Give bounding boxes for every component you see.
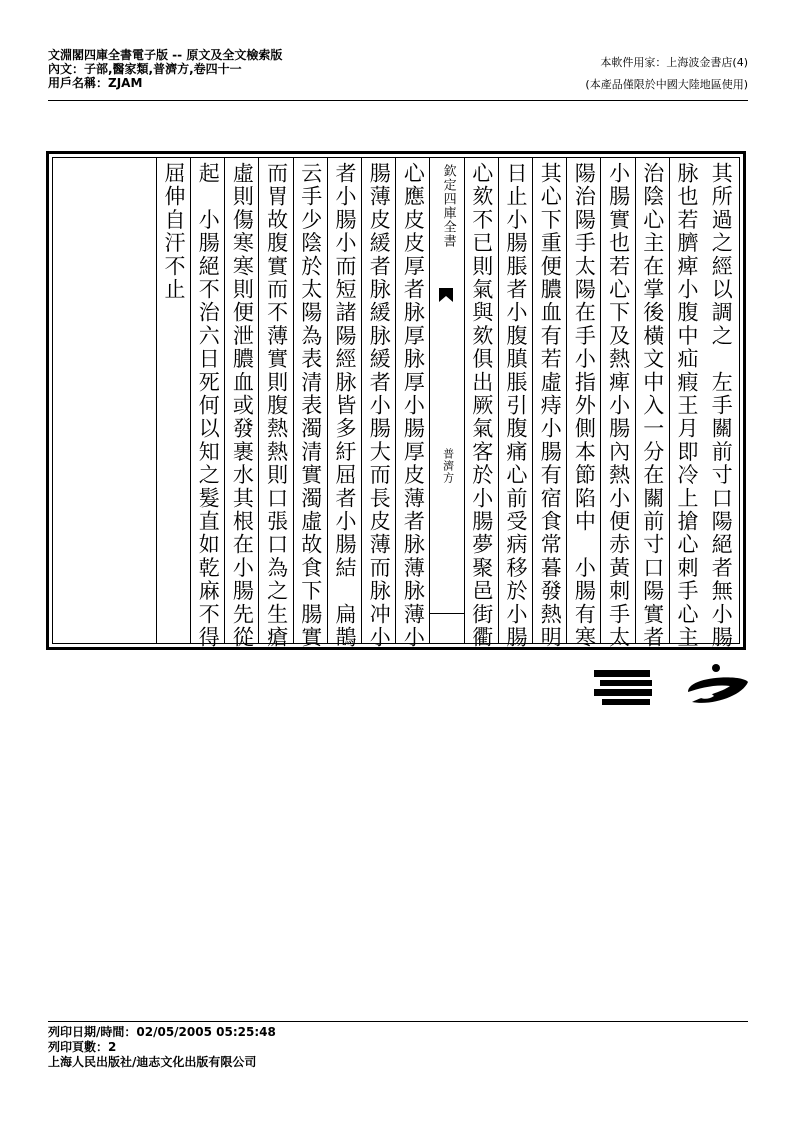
column-text: 脉也若臍痺小腹中疝瘕王月即冷上搶心刺手心主 bbox=[674, 162, 699, 650]
text-column bbox=[669, 158, 703, 650]
text-column bbox=[703, 158, 737, 650]
header-content-path: 內文：子部,醫家類,普濟方,卷四十一 bbox=[48, 62, 242, 76]
text-column bbox=[532, 158, 566, 650]
text-column bbox=[190, 158, 224, 650]
fishtail-mark-icon bbox=[439, 288, 453, 302]
text-column bbox=[361, 158, 395, 650]
text-column bbox=[156, 158, 190, 643]
footer-divider bbox=[48, 1021, 748, 1022]
header-divider bbox=[48, 100, 748, 101]
column-text: 云手少陰於太陽為表清表濁清實濁虛故食下腸實 bbox=[298, 162, 323, 650]
text-column bbox=[464, 158, 498, 650]
publisher-line: 上海人民出版社/迪志文化出版有限公司 bbox=[48, 1055, 257, 1069]
text-column bbox=[258, 158, 292, 650]
column-text: 而胃故腹實而不薄實則腹熱熱則口張口為之生瘡 bbox=[264, 162, 289, 650]
print-page-count: 列印頁數：2 bbox=[48, 1040, 117, 1054]
column-text: 心欬不已則氣與欬俱出厥氣客於小腸夢聚邑街衢 bbox=[469, 162, 494, 650]
column-text: 起 小腸絕不治六日死何以知之髮直如乾麻不得 bbox=[196, 162, 221, 650]
column-text: 者小腸小而短諸陽經脉皆多紆屈者小腸結 扁鵲 bbox=[332, 162, 357, 650]
column-text: 日止小腸脹者小腹䐜脹引腹痛心前受病移於小腸 bbox=[503, 162, 528, 650]
gutter-book-title: 欽定四庫全書 bbox=[440, 164, 456, 248]
header-licensee: 本軟件用家：上海波金書店(4) bbox=[600, 56, 748, 69]
gutter-column bbox=[429, 158, 463, 643]
text-column bbox=[293, 158, 327, 650]
column-text: 其心下重便膿血有若虛痔小腸有宿食常暮發熱明 bbox=[538, 162, 563, 650]
column-text: 治陰心主在掌後橫文中入一分在關前寸口陽實者 bbox=[640, 162, 665, 650]
text-column bbox=[498, 158, 532, 650]
text-frame-inner bbox=[52, 157, 740, 650]
column-text: 屈伸自汗不止 bbox=[161, 162, 186, 302]
header-region-note: (本產品僅限於中國大陸地區使用) bbox=[585, 78, 748, 91]
column-text: 虛則傷寒寒則便泄膿血或發裹水其根在小腸先從 bbox=[230, 162, 255, 650]
text-frame bbox=[46, 151, 746, 650]
publisher-seal-icon bbox=[592, 662, 752, 712]
header-title: 文淵閣四庫全書電子版 -- 原文及全文檢索版 bbox=[48, 48, 283, 62]
header-username: 用戶名稱：ZJAM bbox=[48, 76, 143, 90]
gutter-divider bbox=[430, 613, 463, 614]
column-text: 小腸實也若心下及熱痺小腸內熱小便赤黃刺手太 bbox=[606, 162, 631, 650]
header-right bbox=[520, 52, 748, 96]
text-column bbox=[224, 158, 258, 650]
text-column bbox=[635, 158, 669, 650]
column-text: 心應皮皮厚者脉厚脉厚小腸厚皮薄者脉薄脉薄小 bbox=[401, 162, 426, 650]
footer bbox=[48, 1025, 468, 1070]
header-left bbox=[48, 48, 468, 90]
text-column bbox=[395, 158, 429, 650]
print-datetime: 列印日期/時間：02/05/2005 05:25:48 bbox=[48, 1025, 276, 1039]
gutter-chapter-title: 普濟方 bbox=[441, 448, 455, 484]
column-text: 陽治陽手太陽在手小指外側本節陷中 小腸有寒 bbox=[572, 162, 597, 650]
text-column bbox=[600, 158, 634, 650]
column-text: 其所過之經以調之 左手關前寸口陽絕者無小腸 bbox=[709, 162, 734, 650]
blank-columns bbox=[53, 158, 156, 643]
text-column bbox=[566, 158, 600, 650]
text-column bbox=[327, 158, 361, 650]
column-text: 腸薄皮緩者脉緩脉緩者小腸大而長皮薄而脉冲小 bbox=[367, 162, 392, 650]
